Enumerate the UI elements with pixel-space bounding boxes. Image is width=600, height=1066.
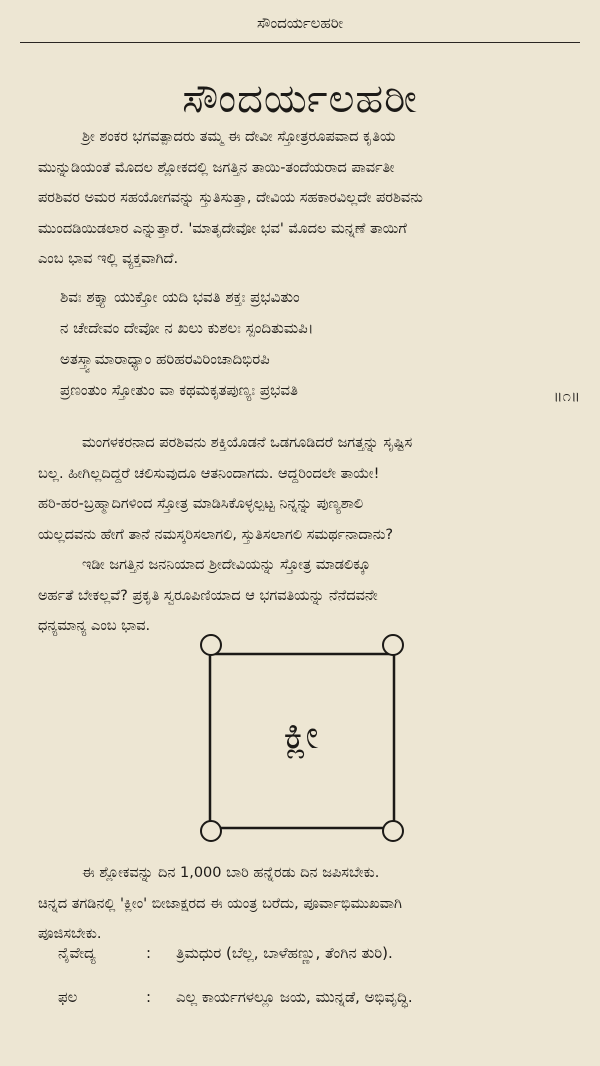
instruction-line: ಪೂಜಿಸಬೇಕು.	[38, 926, 102, 942]
intro-line: ಮುನ್ನುಡಿಯಂತೆ ಮೊದಲ ಶ್ಲೋಕದಲ್ಲಿ ಜಗತ್ತಿನ ತಾಯಿ-ತಂದೆಯರಾದ ಪಾರ್ವತೀ	[38, 159, 395, 176]
intro-line: ಎಂಬ ಭಾವ ಇಲ್ಲಿ ವ್ಯಕ್ತವಾಗಿದೆ.	[38, 251, 179, 267]
sloka-verse	[60, 282, 580, 406]
phala-value: ಎಲ್ಲ ಕಾರ್ಯಗಳಲ್ಲೂ ಜಯ, ಮುನ್ನಡೆ, ಅಭಿವೃದ್ಧಿ.	[176, 988, 413, 1006]
running-head: ಸೌಂದರ್ಯಲಹರೀ	[256, 14, 344, 32]
phala-colon: :	[146, 988, 152, 1006]
instruction-line: ಚಿನ್ನದ ತಗಡಿನಲ್ಲಿ 'ಕ್ಲೀಂ' ಬೀಜಾಕ್ಷರದ ಈ ಯಂತ್ರ ಬರೆದು, ಪೂರ್ವಾಭಿಮುಖವಾಗಿ	[38, 895, 402, 912]
verse-line: ಶಿವಃ ಶಕ್ತ್ಯಾ ಯುಕ್ತೋ ಯದಿ ಭವತಿ ಶಕ್ತಃ ಪ್ರಭವಿತುಂ	[60, 288, 300, 306]
yantra-corner-circle	[382, 820, 404, 842]
naivedya-row	[58, 944, 393, 962]
header-rule	[20, 42, 580, 43]
yantra-bija-letter: ಕ್ಲೀ	[283, 712, 319, 758]
meaning-line: ಯಲ್ಲದವನು ಹೇಗೆ ತಾನೆ ನಮಸ್ಕರಿಸಲಾಗಲಿ, ಸ್ತುತಿಸಲಾಗಲಿ ಸಮರ್ಥನಾದಾನು?	[38, 526, 394, 543]
intro-line: ಶ್ರೀ ಶಂಕರ ಭಗವತ್ಪಾದರು ತಮ್ಮ ಈ ದೇವೀ ಸ್ತೋತ್ರರೂಪವಾದ ಕೃತಿಯ	[82, 129, 396, 145]
verse-line: ನ ಚೇದೇವಂ ದೇವೋ ನ ಖಲು ಕುಶಲಃ ಸ್ಪಂದಿತುಮಪಿ।	[60, 319, 314, 337]
naivedya-value: ತ್ರಿಮಧುರ (ಬೆಲ್ಲ, ಬಾಳೆಹಣ್ಣು, ತೆಂಗಿನ ತುರಿ).	[176, 944, 393, 962]
meaning-paragraph	[38, 428, 576, 550]
yantra-diagram	[196, 632, 406, 842]
yantra-corner-circle	[382, 634, 404, 656]
intro-line: ಮುಂದಡಿಯಿಡಲಾರ ಎನ್ನುತ್ತಾರೆ. 'ಮಾತೃದೇವೋ ಭವ' ಮೊದಲ ಮನ್ನಣೆ ತಾಯಿಗೆ	[38, 220, 407, 237]
phala-label: ಫಲ	[58, 988, 78, 1006]
instruction-line: ಈ ಶ್ಲೋಕವನ್ನು ದಿನ 1,000 ಬಾರಿ ಹನ್ನೆರಡು ದಿನ ಜಪಿಸಬೇಕು.	[82, 865, 380, 881]
instruction-paragraph	[38, 858, 576, 950]
intro-line: ಪರಶಿವರ ಅಮರ ಸಹಯೋಗವನ್ನು ಸ್ತುತಿಸುತ್ತಾ, ದೇವಿಯ ಸಹಕಾರವಿಲ್ಲದೇ ಪರಶಿವನು	[38, 190, 423, 206]
verse-line: ಪ್ರಣಂತುಂ ಸ್ತೋತುಂ ವಾ ಕಥಮಕೃತಪುಣ್ಯಃ ಪ್ರಭವತಿ	[60, 381, 298, 399]
verse-line: ಅತಸ್ತ್ವಾಮಾರಾಧ್ಯಾಂ ಹರಿಹರವಿರಿಂಚಾದಿಭಿರಪಿ	[60, 350, 270, 368]
second-paragraph	[38, 550, 576, 642]
intro-paragraph	[38, 122, 576, 275]
naivedya-colon: :	[146, 944, 152, 962]
verse-number: ॥೧॥	[553, 387, 580, 405]
second-line: ಧನ್ಯಮಾನ್ಯ ಎಂಬ ಭಾವ.	[38, 618, 151, 634]
meaning-line: ಹರಿ-ಹರ-ಬ್ರಹ್ಮಾದಿಗಳಿಂದ ಸ್ತೋತ್ರ ಮಾಡಿಸಿಕೊಳ್ಳಲ್ಪಟ್ಟ ನಿನ್ನನ್ನು ಪುಣ್ಯಶಾಲಿ	[38, 496, 364, 512]
yantra-corner-circle	[200, 634, 222, 656]
naivedya-label: ನೈವೇದ್ಯ	[58, 944, 96, 962]
page-title: ಸೌಂದರ್ಯಲಹರೀ	[182, 76, 418, 122]
meaning-line: ಬಲ್ಲ. ಹೀಗಿಲ್ಲದಿದ್ದರೆ ಚಲಿಸುವುದೂ ಆತನಿಂದಾಗದು. ಆದ್ದರಿಂದಲೇ ತಾಯೇ!	[38, 465, 380, 482]
meaning-line: ಮಂಗಳಕರನಾದ ಪರಶಿವನು ಶಕ್ತಿಯೊಡನೆ ಒಡಗೂಡಿದರೆ ಜಗತ್ತನ್ನು ಸೃಷ್ಟಿಸ	[82, 435, 413, 451]
second-line: ಅರ್ಹತೆ ಬೇಕಲ್ಲವೆ? ಪ್ರಕೃತಿ ಸ್ವರೂಪಿಣಿಯಾದ ಆ ಭಗವತಿಯನ್ನು ನೆನೆದವನೇ	[38, 587, 378, 604]
yantra-corner-circle	[200, 820, 222, 842]
second-line: ಇಡೀ ಜಗತ್ತಿನ ಜನನಿಯಾದ ಶ್ರೀದೇವಿಯನ್ನು ಸ್ತೋತ್ರ ಮಾಡಲಿಕ್ಕೂ	[82, 557, 371, 573]
phala-row	[58, 988, 413, 1006]
